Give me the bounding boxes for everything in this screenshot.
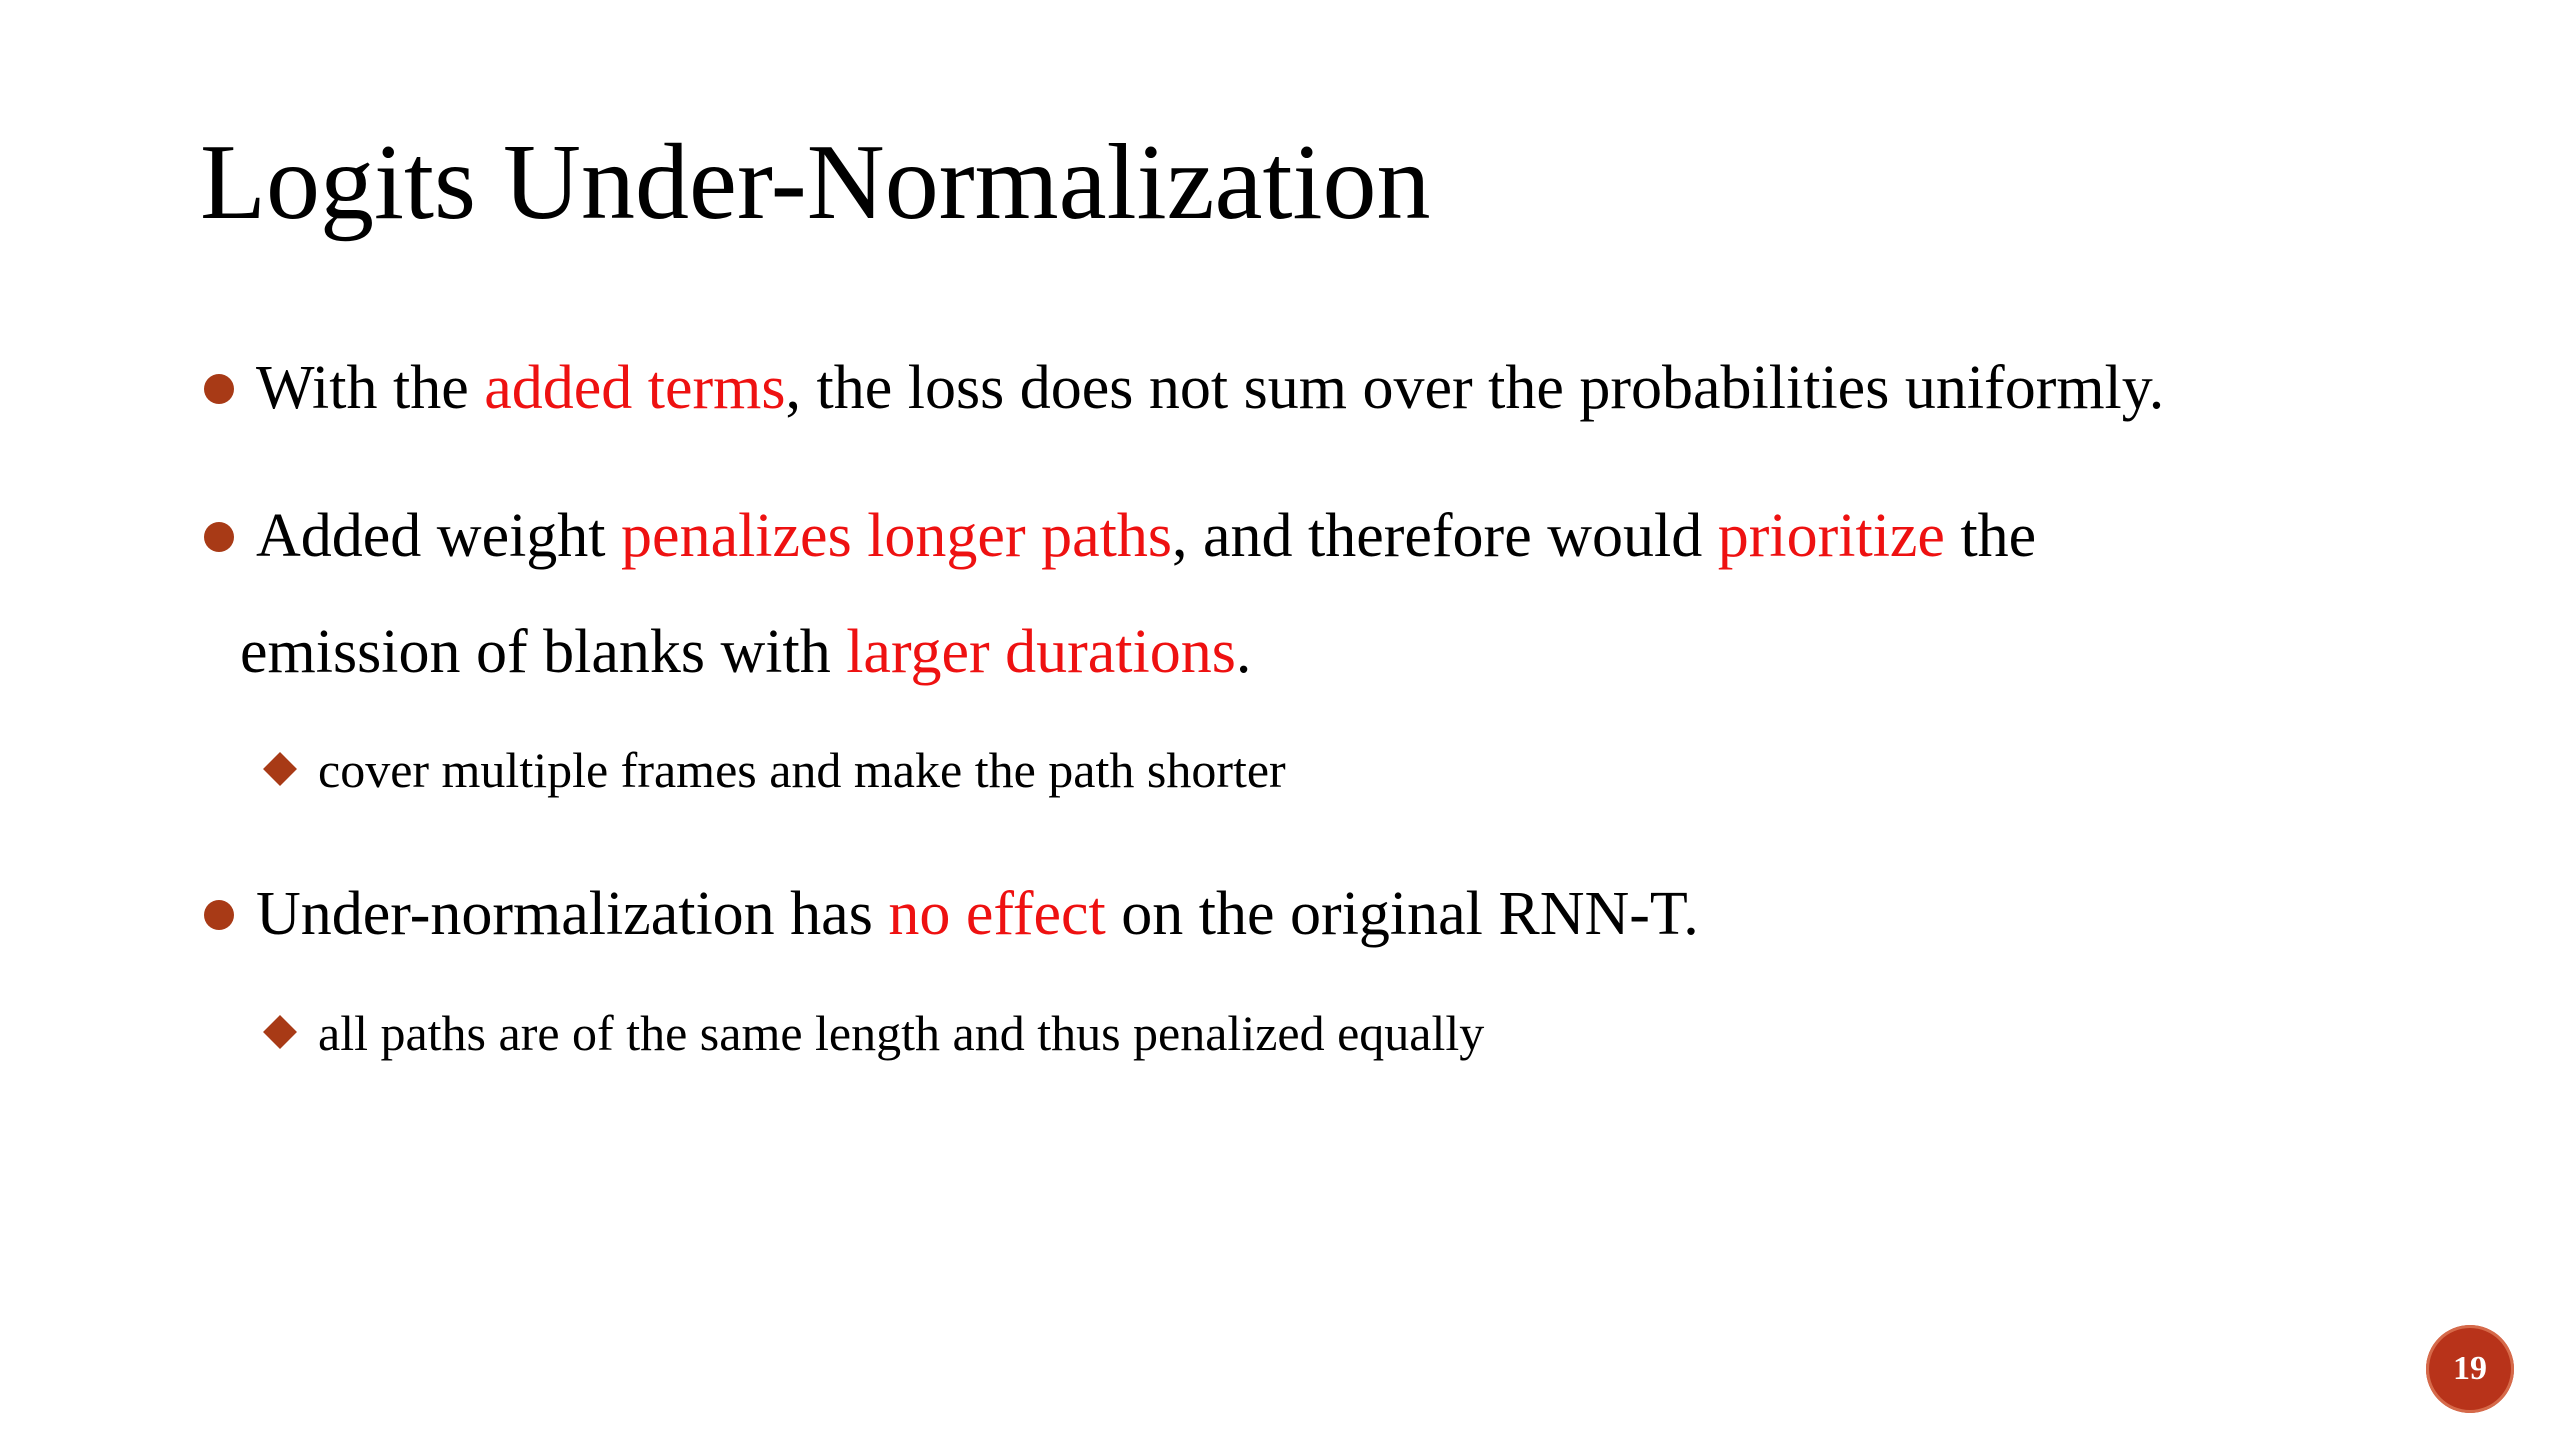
sub-bullet-3 xyxy=(264,998,1484,1068)
bullet-1-highlight: added terms xyxy=(484,354,786,422)
slide-title: Logits Under-Normalization xyxy=(200,123,1431,242)
sub-bullet-3-text: all paths are of the same length and thus penalized equally xyxy=(318,1005,1485,1061)
diamond-bullet-icon xyxy=(263,1015,297,1049)
bullet-2-text-a: Added weight xyxy=(256,502,622,570)
bullet-2-highlight-1: penalizes longer paths xyxy=(621,502,1172,570)
bullet-2 xyxy=(204,478,2454,710)
page-number-badge: 19 xyxy=(2426,1325,2514,1413)
bullet-2-text-d: emission of blanks with xyxy=(240,618,847,686)
bullet-3-text-b: on the original RNN-T. xyxy=(1105,880,1699,948)
bullet-2-continuation xyxy=(204,594,2454,710)
bullet-1 xyxy=(204,330,2454,446)
bullet-3-highlight: no effect xyxy=(888,880,1106,948)
bullet-3 xyxy=(204,856,2454,972)
sub-bullet-2 xyxy=(264,735,1286,805)
bullet-2-text-b: , and therefore would xyxy=(1171,502,1718,570)
bullet-2-text-e: . xyxy=(1235,618,1252,686)
bullet-2-highlight-2: prioritize xyxy=(1717,502,1945,570)
bullet-3-text-a: Under-normalization has xyxy=(256,880,889,948)
bullet-dot-icon xyxy=(204,900,234,930)
bullet-2-text-c: the xyxy=(1944,502,2037,570)
bullet-dot-icon xyxy=(204,522,234,552)
bullet-2-highlight-3: larger durations xyxy=(846,618,1236,686)
bullet-1-text-a: With the xyxy=(256,354,485,422)
diamond-bullet-icon xyxy=(263,752,297,786)
sub-bullet-2-text: cover multiple frames and make the path shorter xyxy=(318,742,1286,798)
bullet-1-text-b: , the loss does not sum over the probabilities uniformly. xyxy=(785,354,2165,422)
bullet-dot-icon xyxy=(204,374,234,404)
